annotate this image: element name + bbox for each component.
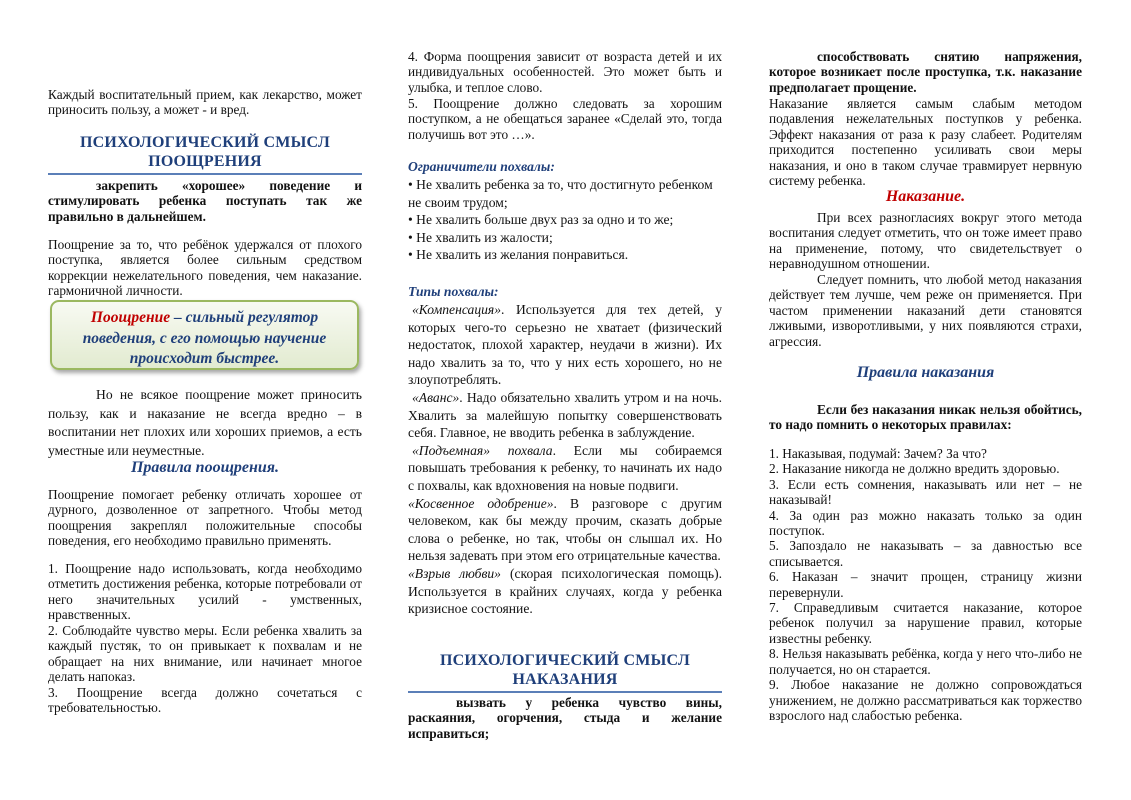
praise-limits-list xyxy=(408,176,722,264)
list-item: 5. Запоздало не наказывать – за давностью все списывается. xyxy=(769,538,1082,569)
heading-rule xyxy=(408,691,722,693)
encouragement-para-1: Поощрение за то, что ребёнок удержался от плохого поступка, является более сильным средством коррекции нежелательного поведения, чем наказание. гармоничной личности. xyxy=(48,237,362,299)
punishment-para-3: Следует помнить, что любой метод наказания действует тем лучше, чем реже он применяется. При частом применении наказаний дети становятся лживыми, изворотливыми, у них появляются страхи, агрессия. xyxy=(769,272,1082,349)
list-item: 9. Любое наказание не должно сопровождаться унижением, не должно рассматриваться как торжество взрослого над слабостью ребенка. xyxy=(769,677,1082,723)
punishment-heading xyxy=(408,651,722,689)
praise-type-item xyxy=(408,389,722,442)
encouragement-para-2: Но не всякое поощрение может приносить пользу, как и наказание не всегда вредно – в воспитании нет плохих или хороших приемов, а есть уместные или неуместные. xyxy=(48,387,362,458)
heading-line-2: ПООЩРЕНИЯ xyxy=(148,153,262,170)
callout-text: – сильный регулятор поведения, с его помощью научение происходит быстрее. xyxy=(82,309,327,367)
list-item: 2. Наказание никогда не должно вредить здоровью. xyxy=(769,461,1060,477)
praise-type-name: «Подъемная» похвала xyxy=(412,442,553,458)
praise-limit-item: • Не хвалить больше двух раз за одно и то же; xyxy=(408,212,674,228)
punishment-rules-list xyxy=(769,446,1082,723)
punishment-purpose-continued: способствовать снятию напряжения, которое возникает после проступка, т.к. наказание предполагает прощение. xyxy=(769,49,1082,95)
praise-types-list xyxy=(408,301,722,618)
praise-type-name: «Косвенное одобрение» xyxy=(408,495,554,511)
punishment-purpose: вызвать у ребенка чувство вины, раскаяния, огорчения, стыда и желание исправиться; xyxy=(408,695,722,741)
praise-type-item xyxy=(408,442,722,495)
encouragement-heading xyxy=(48,133,362,171)
list-item: 4. За один раз можно наказать только за один поступок. xyxy=(769,507,1082,539)
encouragement-rule-5: 5. Поощрение должно следовать за хорошим поступком, а не обещаться заранее «Сделай это, тогда получишь вот это …». xyxy=(408,96,722,142)
list-item: 1. Наказывая, подумай: Зачем? За что? xyxy=(769,446,987,461)
praise-type-text: . Надо обязательно хвалить утром и на ночь. Хвалить за малейшую попытку совершенствовать себя. Главное, не вводить ребенка в заблуждение. xyxy=(408,389,722,441)
praise-type-name: «Взрыв любви» xyxy=(408,565,501,581)
praise-type-name: «Компенсация» xyxy=(412,302,502,317)
callout-highlight: Поощрение xyxy=(90,309,171,326)
praise-type-text: . В разговоре с другим человеком, как бы между прочим, сказать добрые слова о ребенке, но так, чтобы он слышал их. Но нельзя задевать при этом его отрицательные качества. xyxy=(408,495,722,564)
punishment-rules-intro: Если без наказания никак нельзя обойтись, то надо помнить о некоторых правилах: xyxy=(769,402,1082,433)
praise-limits-title: Ограничители похвалы: xyxy=(408,159,555,174)
praise-types-title: Типы похвалы: xyxy=(408,284,499,299)
praise-limit-item: • Не хвалить из жалости; xyxy=(408,229,553,245)
encouragement-rule-3: 3. Поощрение всегда должно сочетаться с требовательностью. xyxy=(48,685,362,716)
praise-type-text: . Если мы собираемся повышать требования к ребенку, то начинать их надо с похвалы, как вдохновения на новые подвиги. xyxy=(408,442,723,493)
intro-text: Каждый воспитательный прием, как лекарство, может приносить пользу, а может - и вред. xyxy=(48,87,362,118)
heading-line-1: ПСИХОЛОГИЧЕСКИЙ СМЫСЛ xyxy=(80,134,330,151)
praise-type-item xyxy=(408,565,722,618)
encouragement-rules-title: Правила поощрения. xyxy=(130,459,280,476)
heading-line-1: ПСИХОЛОГИЧЕСКИЙ СМЫСЛ xyxy=(440,652,690,669)
praise-type-text: . Используется для тех детей, у которых чего-то серьезно не хватает (физический недостаток, плохой характер, неудачи в жизни). Их надо хвалить за то, что у них есть хорошего, но не злоупотреблять. xyxy=(408,302,722,388)
praise-type-name: «Аванс» xyxy=(412,389,460,405)
encouragement-rule-2: 2. Соблюдайте чувство меры. Если ребенка хвалить за каждый пустяк, то он привыкает к похвалам и не обращает на них внимание, или начинает многое делать напоказ. xyxy=(48,623,362,685)
praise-type-item xyxy=(408,495,722,565)
punishment-para-1: Наказание является самым слабым методом подавления нежелательных поступков у ребенка. Эффект наказания от раза к разу слабеет. Родителям приходится постепенно усиливать свои меры наказания, и оно в таком случае травмирует нервную систему ребенка. xyxy=(769,96,1082,189)
list-item: 8. Нельзя наказывать ребёнка, когда у него что-либо не получается, но он старается. xyxy=(769,646,1082,677)
encouragement-purpose: закрепить «хорошее» поведение и стимулировать ребенка поступать так же правильно в дальнейшем. xyxy=(48,178,362,224)
praise-limit-item: • Не хвалить из желания понравиться. xyxy=(408,247,629,263)
list-item: 7. Справедливым считается наказание, которое ребенок получил за нарушение правил, которые известны ребенку. xyxy=(769,600,1082,646)
encouragement-callout xyxy=(50,300,359,370)
list-item: 3. Если есть сомнения, наказывать или нет – не наказывай! xyxy=(769,476,1082,508)
praise-type-item xyxy=(408,301,722,389)
list-item: 6. Наказан – значит прощен, страницу жизни перевернули. xyxy=(769,569,1082,600)
punishment-rules-title: Правила наказания xyxy=(856,364,995,381)
encouragement-para-3: Поощрение помогает ребенку отличать хорошее от дурного, дозволенное от запретного. Чтобы метод поощрения закреплял положительные способы поведения, его необходимо правильно применять. xyxy=(48,487,362,549)
praise-type-text: (скорая психологическая помощь). Используется в крайних случаях, когда у ребенка кризисное состояние. xyxy=(408,565,722,617)
heading-line-2: НАКАЗАНИЯ xyxy=(512,671,618,688)
heading-rule xyxy=(48,173,362,175)
praise-limit-item: • Не хвалить ребенка за то, что достигнуто ребенком не своим трудом; xyxy=(408,177,713,210)
punishment-title: Наказание. xyxy=(885,188,966,205)
encouragement-rule-4: 4. Форма поощрения зависит от возраста детей и их индивидуальных особенностей. Это может быть и улыбка, и теплое слово. xyxy=(408,49,722,95)
punishment-para-2: При всех разногласиях вокруг этого метода воспитания следует отметить, что он тоже имеет право на применение, потому, что свидетельствует о неравнодушном отношении. xyxy=(769,210,1082,272)
encouragement-rule-1: 1. Поощрение надо использовать, когда необходимо отметить достижения ребенка, которые потребовали от него значительных усилий - умственных, нравственных. xyxy=(48,561,362,623)
